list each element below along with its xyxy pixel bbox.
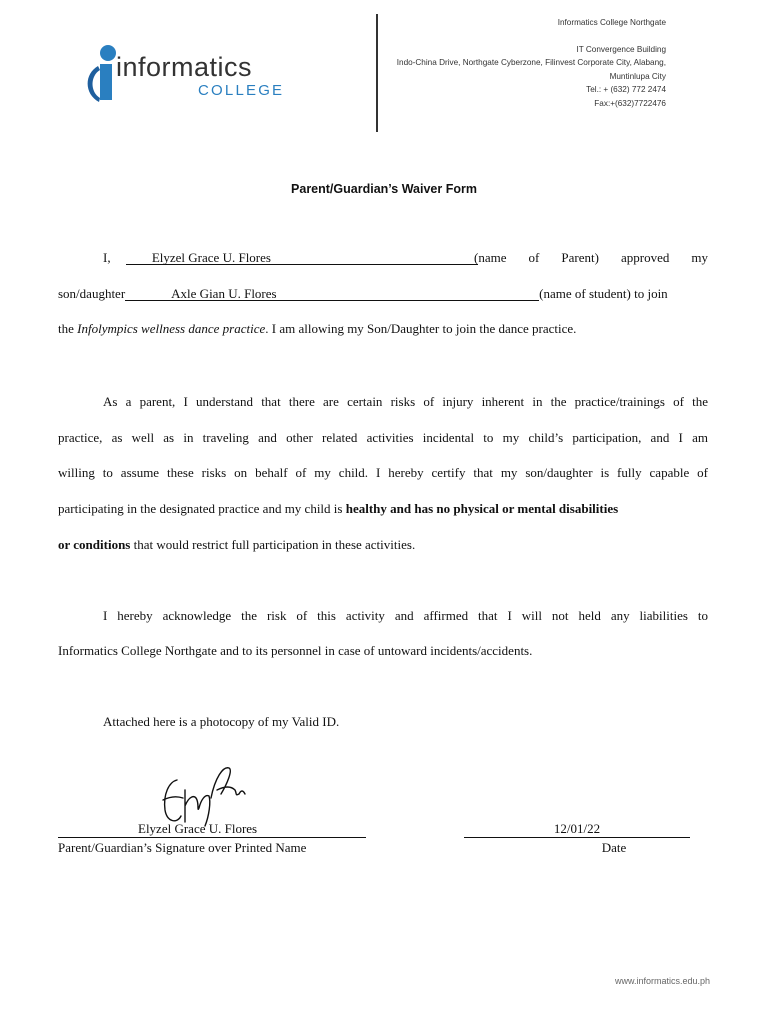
- address-line: Fax:+(632)7722476: [594, 98, 666, 108]
- paragraph-3-line-2: Informatics College Northgate and to its personnel in case of untoward incidents/accidents.: [58, 643, 533, 658]
- paragraph-2-line-3: willing to assume these risks on behalf of my child. I hereby certify that my son/daughter is fully capable of: [58, 465, 708, 480]
- address-line: Indo-China Drive, Northgate Cyberzone, Filinvest Corporate City, Alabang,: [396, 58, 666, 68]
- paragraph-2-line-4: participating in the designated practice and my child is healthy and has no physical or mental disabilities: [58, 501, 619, 516]
- printed-name: Elyzel Grace U. Flores: [138, 821, 258, 836]
- date-line: [464, 837, 690, 838]
- address-line: Muntinlupa City: [609, 71, 666, 81]
- student-name-field: Axle Gian U. Flores: [125, 287, 539, 301]
- logo-i-icon: [86, 44, 120, 106]
- paragraph-1-line-3: the Infolympics wellness dance practice. I am allowing my Son/Daughter to join the dance practice.: [58, 321, 577, 336]
- parent-name-field: Elyzel Grace U. Flores: [126, 251, 478, 265]
- header-divider: [376, 14, 378, 132]
- address-line: IT Convergence Building: [576, 44, 666, 54]
- paragraph-1-line-2: son/daughter Axle Gian U. Flores (name of student) to join: [58, 286, 668, 301]
- college-logo: [86, 44, 326, 108]
- paragraph-2-line-5: or conditions that would restrict full participation in these activities.: [58, 537, 416, 552]
- date-label: Date: [601, 840, 627, 855]
- date-value: 12/01/22: [553, 821, 601, 836]
- health-statement: healthy and has no physical or mental disabilities: [345, 501, 619, 516]
- signature-label: Parent/Guardian’s Signature over Printed Name: [58, 840, 307, 855]
- address-line: Informatics College Northgate: [557, 18, 666, 27]
- logo-wordmark: informatics: [116, 52, 253, 82]
- logo-subtitle: COLLEGE: [198, 82, 285, 99]
- college-address: [386, 16, 666, 111]
- paragraph-2-line-1: As a parent, I understand that there are certain risks of injury inherent in the practice/trainings of the: [103, 394, 708, 409]
- website-footer: www.informatics.edu.ph: [614, 976, 710, 986]
- signature-line: [58, 837, 366, 838]
- attachment-note: Attached here is a photocopy of my Valid ID.: [103, 714, 340, 729]
- form-title: Parent/Guardian’s Waiver Form: [291, 182, 477, 196]
- paragraph-1-line-1: I, Elyzel Grace U. Flores (name of Parent) approved my: [103, 250, 708, 265]
- paragraph-3-line-1: I hereby acknowledge the risk of this activity and affirmed that I will not held any liabilities to: [103, 608, 708, 623]
- paragraph-2-line-2: practice, as well as in traveling and other related activities incidental to my child’s participation, and I am: [58, 430, 708, 445]
- event-name: Infolympics wellness dance practice: [77, 321, 266, 336]
- address-line: Tel.: + (632) 772 2474: [586, 85, 666, 95]
